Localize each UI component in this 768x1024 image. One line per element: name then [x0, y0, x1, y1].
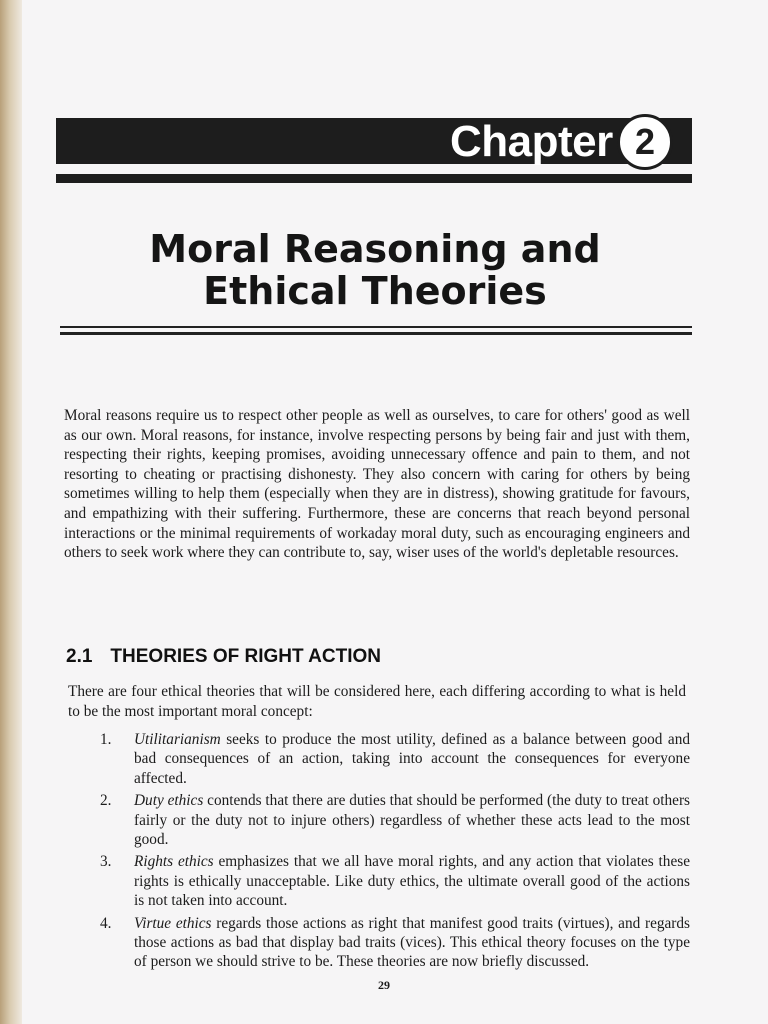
list-item-body [134, 791, 690, 849]
page-number: 29 [378, 978, 390, 992]
list-item-text: regards those actions as right that manifest good traits (virtues), and regards those actions as bad that display bad traits (vices). This ethical theory focuses on the type of person we should strive to be. These theories are now briefly discussed. [134, 914, 691, 971]
book-spine-edge [0, 0, 22, 1024]
list-item [100, 914, 690, 972]
title-rule-thick [60, 332, 692, 335]
chapter-word: Chapter [450, 117, 613, 166]
section-title: THEORIES OF RIGHT ACTION [110, 646, 381, 667]
chapter-title-line-1: Moral Reasoning and [149, 227, 601, 271]
list-item-term: Duty ethics [134, 792, 204, 810]
list-item-text: contends that there are duties that should be performed (the duty to treat others fairly or the duty not to injure others) regardless of whether these acts lead to the most good. [134, 792, 690, 849]
list-item-text: seeks to produce the most utility, defined as a balance between good and bad consequences of an action, taking into account the consequences for everyone affected. [134, 731, 690, 787]
chapter-header-underline [56, 174, 692, 183]
list-item-term: Virtue ethics [134, 914, 212, 932]
title-rule-thin [60, 326, 692, 328]
theories-list [100, 730, 690, 975]
chapter-title [60, 228, 690, 312]
list-item-body [134, 914, 690, 972]
intro-paragraph: Moral reasons require us to respect other people as well as ourselves, to care for others' good as well as our own. Moral reasons, for instance, involve respecting persons by being fair and just with them, respecting their rights, keeping promises, avoiding unnecessary offence and pain to them, and not resorting to cheating or practising dishonesty. They also concern with caring for others by being sometimes willing to help them (especially when they are in distress), showing gratitude for favours, and empathizing with their suffering. Furthermore, these are concerns that reach beyond personal interactions or the minimal requirements of workaday moral duty, such as encouraging engineers and others to seek work where they can contribute to, say, wiser uses of the world's depletable resources. [64, 407, 690, 562]
section-number: 2.1 [66, 646, 93, 667]
list-item-number: 1. [100, 731, 112, 748]
chapter-number-badge: 2 [617, 114, 673, 170]
list-item-term: Utilitarianism [134, 731, 221, 748]
list-item-text: emphasizes that we all have moral rights, and any action that violates these rights is ethically unacceptable. Like duty ethics, the ultimate overall good of the actions is not taken into account. [134, 853, 690, 910]
chapter-label [450, 112, 673, 172]
list-item-number: 3. [100, 853, 112, 871]
list-item [100, 852, 690, 910]
list-item-body [134, 852, 690, 910]
list-item-number: 4. [100, 914, 112, 932]
list-item-body [134, 730, 690, 788]
list-item-number: 2. [100, 792, 112, 810]
list-item [100, 730, 690, 788]
list-item-term: Rights ethics [134, 853, 214, 871]
section-heading [66, 646, 381, 668]
section-intro-paragraph: There are four ethical theories that will be considered here, each differing according to what is held to be the most important moral concept: [68, 683, 686, 720]
chapter-title-line-2: Ethical Theories [203, 269, 547, 313]
list-item [100, 791, 690, 849]
